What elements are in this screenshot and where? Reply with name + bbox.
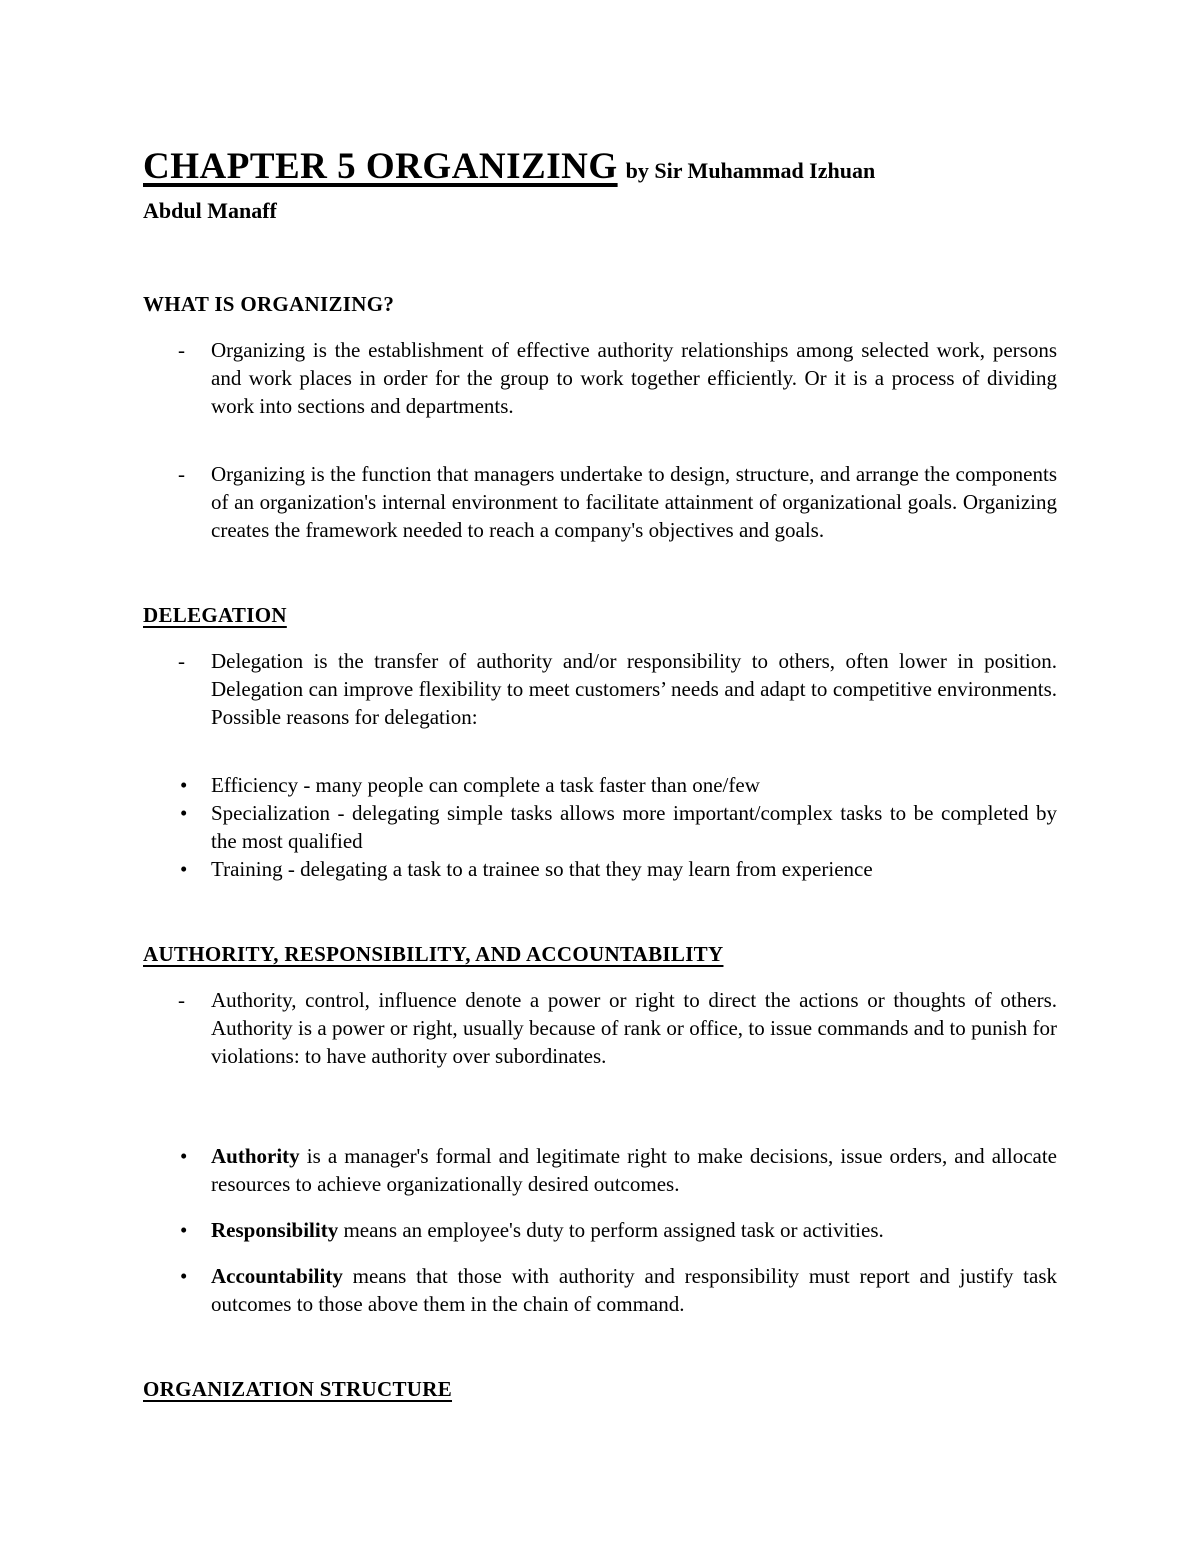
dash-marker: -: [178, 988, 185, 1012]
dash-list-item: [143, 336, 1057, 420]
definitions-list: [143, 1142, 1057, 1318]
definition-term: Authority: [211, 1144, 300, 1168]
delegation-reasons-list: [143, 771, 1057, 883]
paragraph-text: Authority, control, influence denote a power or right to direct the actions or thoughts of others. Authority is a power or right, usually because of rank or office, to issue commands and to punish for violations: to have authority over subordinates.: [211, 988, 1057, 1068]
bullet-list-item: [143, 771, 1057, 799]
document-title: [143, 145, 1057, 229]
dash-list-item: [143, 986, 1057, 1070]
bullet-marker: •: [180, 857, 188, 881]
dash-list-item: [143, 647, 1057, 731]
chapter-title-text: CHAPTER 5 ORGANIZING: [143, 146, 618, 187]
bullet-marker: •: [180, 801, 188, 825]
dash-marker: -: [178, 338, 185, 362]
definition-term: Responsibility: [211, 1218, 339, 1242]
bullet-marker: •: [180, 1264, 188, 1288]
section-heading-what-is-organizing: WHAT IS ORGANIZING?: [143, 292, 395, 316]
bullet-list-item: [143, 1216, 1057, 1244]
section-delegation: [143, 602, 1057, 883]
definition-term: Accountability: [211, 1264, 343, 1288]
definition-text: means an employee's duty to perform assigned task or activities.: [338, 1218, 884, 1242]
section-what-is-organizing: [143, 291, 1057, 544]
bullet-text: Training - delegating a task to a trainee so that they may learn from experience: [211, 857, 873, 881]
definition-text: is a manager's formal and legitimate right to make decisions, issue orders, and allocate resources to achieve organizationally desired outcomes.: [211, 1144, 1057, 1196]
paragraph-text: Delegation is the transfer of authority and/or responsibility to others, often lower in position. Delegation can improve flexibility to meet customers’ needs and adapt to competitive environments. Possible reasons for delegation:: [211, 649, 1057, 729]
bullet-text: Specialization - delegating simple tasks allows more important/complex tasks to be completed by the most qualified: [211, 801, 1057, 853]
dash-marker: -: [178, 462, 185, 486]
dash-marker: -: [178, 649, 185, 673]
section-heading-organization-structure: ORGANIZATION STRUCTURE: [143, 1377, 453, 1401]
dash-list-item: [143, 460, 1057, 544]
bullet-marker: •: [180, 1218, 188, 1242]
paragraph-text: Organizing is the function that managers undertake to design, structure, and arrange the components of an organization's internal environment to facilitate attainment of organizational goals. Organizing creates the framework needed to reach a company's objectives and goals.: [211, 462, 1057, 542]
bullet-list-item: [143, 1142, 1057, 1198]
paragraph-text: Organizing is the establishment of effective authority relationships among selected work, persons and work places in order for the group to work together efficiently. Or it is a process of dividing work into sections and departments.: [211, 338, 1057, 418]
section-heading-authority: AUTHORITY, RESPONSIBILITY, AND ACCOUNTABILITY: [143, 942, 724, 966]
byline-text: by Sir Muhammad Izhuan: [625, 158, 876, 183]
section-heading-delegation: DELEGATION: [143, 603, 287, 627]
bullet-marker: •: [180, 773, 188, 797]
bullet-list-item: [143, 799, 1057, 855]
bullet-text: Efficiency - many people can complete a task faster than one/few: [211, 773, 760, 797]
section-authority-responsibility-accountability: [143, 941, 1057, 1318]
section-organization-structure: [143, 1376, 1057, 1402]
bullet-marker: •: [180, 1144, 188, 1168]
bullet-list-item: [143, 855, 1057, 883]
definition-text: means that those with authority and responsibility must report and justify task outcomes to those above them in the chain of command.: [211, 1264, 1057, 1316]
bullet-list-item: [143, 1262, 1057, 1318]
byline-text-line2: Abdul Manaff: [143, 198, 277, 223]
